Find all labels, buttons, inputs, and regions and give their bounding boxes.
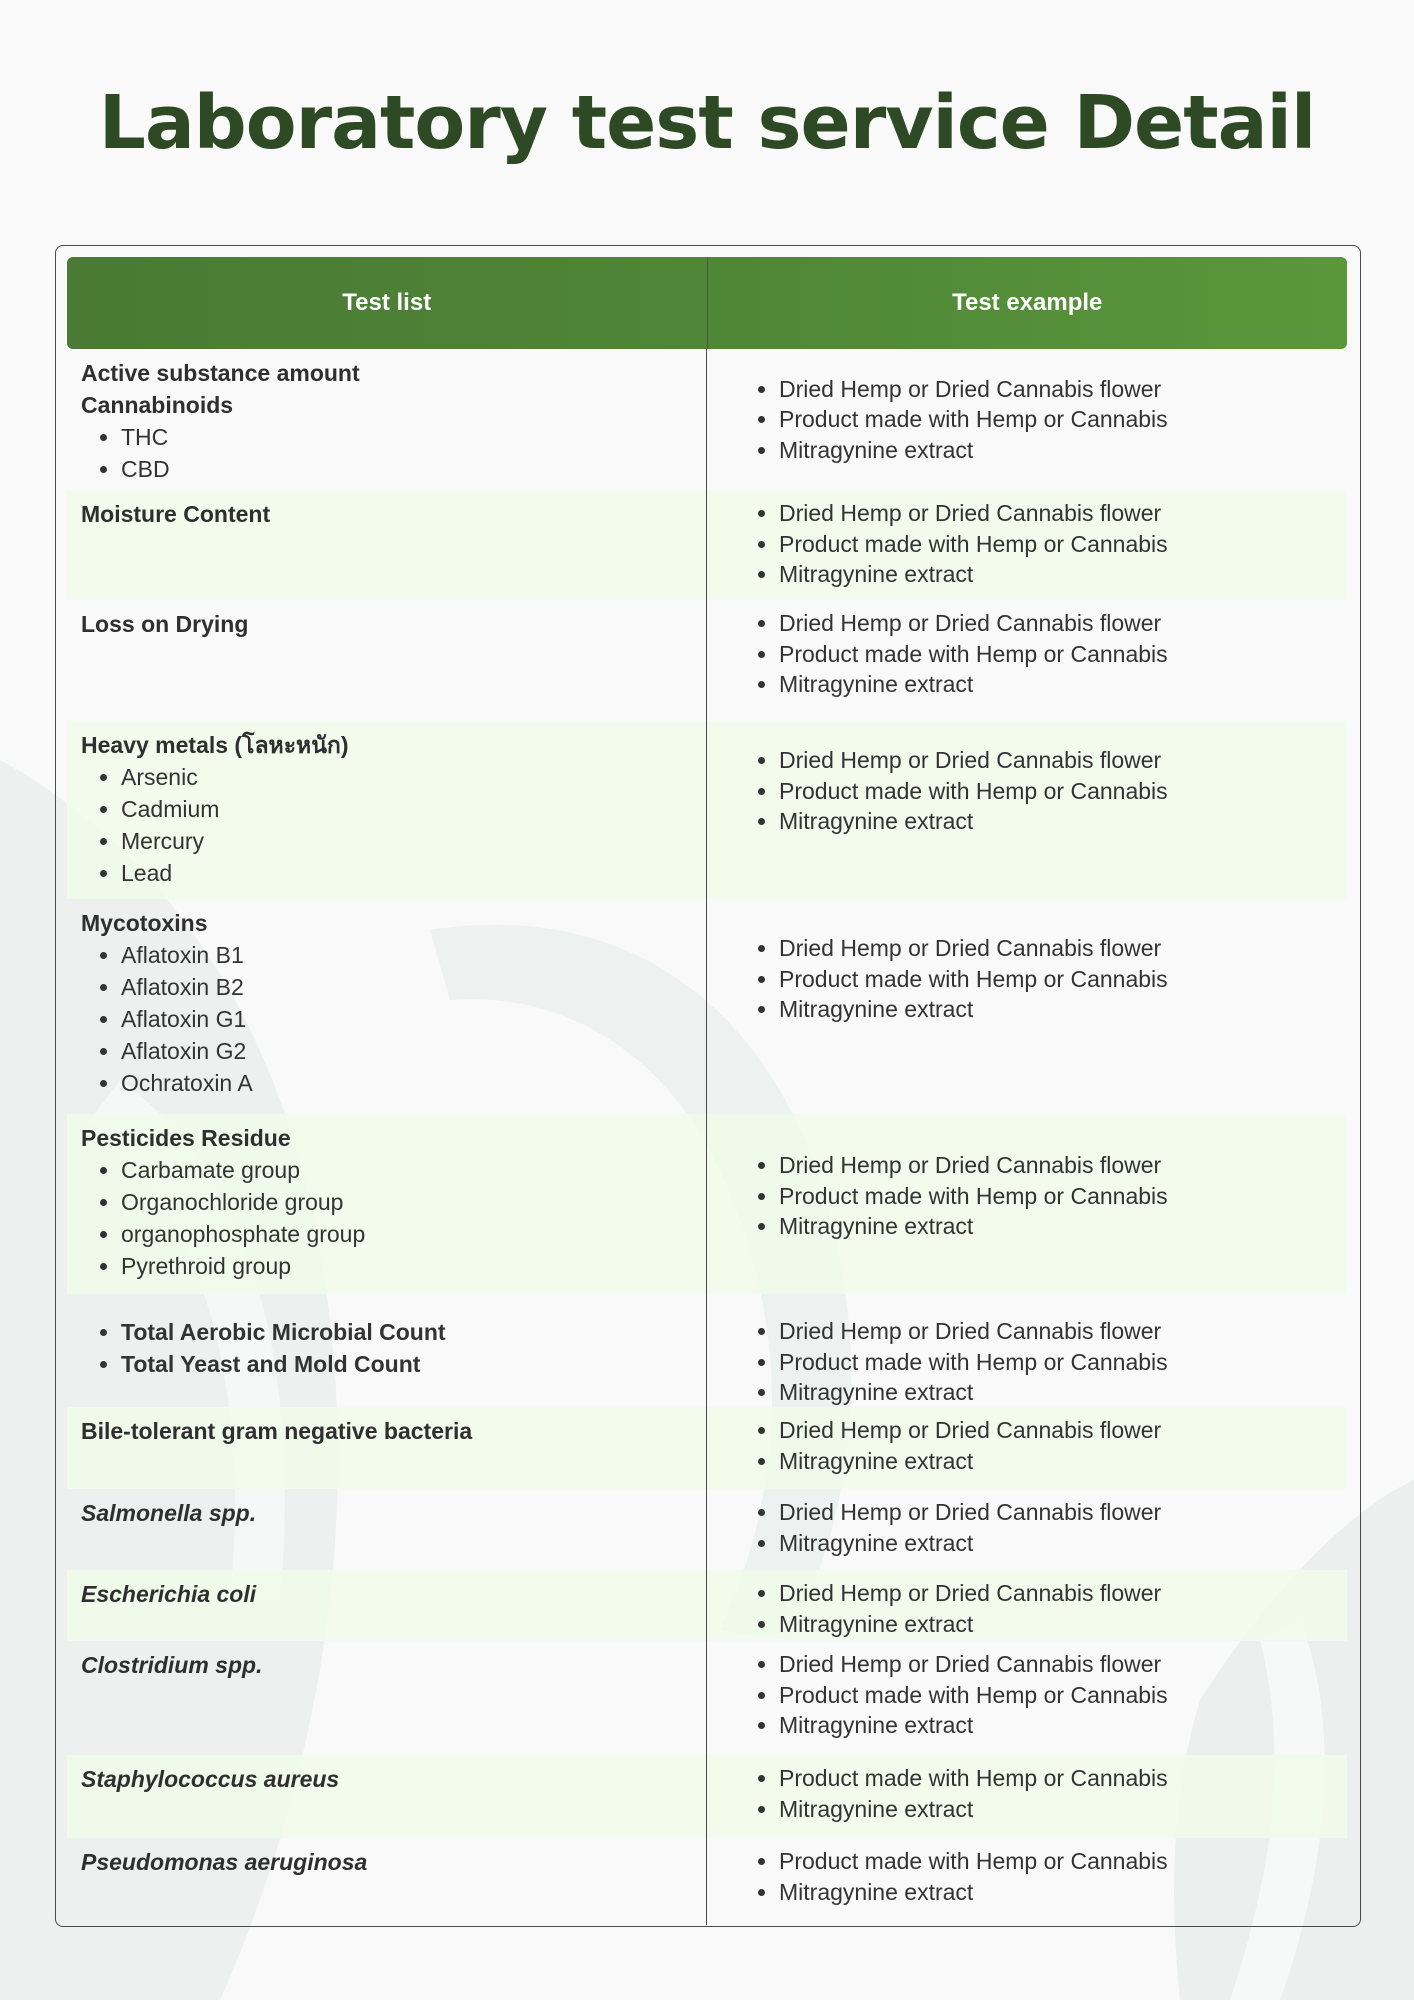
test-example-cell [707,899,1347,1114]
test-list-cell [67,1407,707,1489]
example-list [747,1763,1168,1824]
test-list-cell [67,1570,707,1641]
table-header [67,257,1347,349]
table-row [67,1114,1347,1294]
test-heading: Mycotoxins [81,910,208,936]
test-item: • CBD [121,453,692,485]
test-item: • Carbamate group [121,1154,692,1186]
example-item: • Product made with Hemp or Cannabis [779,776,1168,807]
test-item: • Arsenic [121,761,692,793]
test-item: • Ochratoxin A [121,1067,692,1099]
example-item: • Mitragynine extract [779,1446,1161,1477]
test-list-cell [67,490,707,600]
example-list [747,1497,1161,1558]
test-example-cell [707,1755,1347,1838]
page-title: Laboratory test service Detail [98,80,1316,166]
example-item: • Dried Hemp or Dried Cannabis flower [779,745,1168,776]
test-item-list [81,421,692,485]
example-item: • Product made with Hemp or Cannabis [779,1680,1168,1711]
test-item: • Organochloride group [121,1186,692,1218]
test-list-cell [67,899,707,1114]
example-item: • Mitragynine extract [779,806,1168,837]
test-item: • organophosphate group [121,1218,692,1250]
example-list [747,1316,1168,1408]
example-list [747,1150,1168,1242]
example-item: • Dried Hemp or Dried Cannabis flower [779,374,1168,405]
test-item: • Aflatoxin B1 [121,939,692,971]
table-row [67,600,1347,721]
example-item: • Product made with Hemp or Cannabis [779,964,1168,995]
test-list-cell [67,1755,707,1838]
test-list-cell [67,1489,707,1570]
example-list [747,1846,1168,1907]
table-row [67,490,1347,600]
test-example-cell [707,600,1347,721]
test-heading: Pesticides Residue [81,1125,291,1151]
example-item: • Mitragynine extract [779,1609,1161,1640]
test-example-cell [707,1294,1347,1407]
example-item: • Dried Hemp or Dried Cannabis flower [779,608,1168,639]
table-row [67,1838,1347,1925]
example-item: • Product made with Hemp or Cannabis [779,529,1168,560]
example-item: • Mitragynine extract [779,1528,1161,1559]
test-example-cell [707,1641,1347,1755]
example-item: • Mitragynine extract [779,669,1168,700]
example-item: • Mitragynine extract [779,994,1168,1025]
example-item: • Mitragynine extract [779,1877,1168,1908]
test-list-cell [67,1641,707,1755]
example-list [747,1649,1168,1741]
table-row [67,1641,1347,1755]
table-row [67,349,1347,490]
test-item: • Pyrethroid group [121,1250,692,1282]
test-example-cell [707,1838,1347,1925]
example-item: • Mitragynine extract [779,1710,1168,1741]
example-list [747,933,1168,1025]
example-item: • Dried Hemp or Dried Cannabis flower [779,1649,1168,1680]
example-item: • Mitragynine extract [779,435,1168,466]
test-item: • THC [121,421,692,453]
example-item: • Product made with Hemp or Cannabis [779,1181,1168,1212]
test-list-cell [67,1114,707,1294]
example-item: • Product made with Hemp or Cannabis [779,1763,1168,1794]
test-item: • Aflatoxin G2 [121,1035,692,1067]
example-item: • Product made with Hemp or Cannabis [779,1347,1168,1378]
example-item: • Product made with Hemp or Cannabis [779,1846,1168,1877]
example-list [747,374,1168,466]
example-item: • Mitragynine extract [779,1794,1168,1825]
test-heading: Escherichia coli [81,1581,257,1607]
test-example-cell [707,349,1347,490]
test-heading: Clostridium spp. [81,1652,263,1678]
example-item: • Mitragynine extract [779,559,1168,590]
header-test-example: Test example [952,289,1103,316]
test-item-list [81,1154,692,1282]
test-list-cell [67,721,707,899]
table-row [67,1570,1347,1641]
example-item: • Product made with Hemp or Cannabis [779,639,1168,670]
test-item: • Cadmium [121,793,692,825]
test-example-cell [707,721,1347,899]
header-test-list: Test list [67,257,708,349]
test-item-list [81,1316,692,1380]
table-row [67,1489,1347,1570]
test-list-cell [67,349,707,490]
table-row [67,1407,1347,1489]
table-row [67,1294,1347,1407]
table-row [67,899,1347,1114]
test-heading: Pseudomonas aeruginosa [81,1849,368,1875]
test-service-table [67,257,1347,1925]
test-item: • Total Aerobic Microbial Count [121,1316,692,1348]
example-list [747,608,1168,700]
example-item: • Product made with Hemp or Cannabis [779,404,1168,435]
test-item-list [81,939,692,1099]
example-item: • Dried Hemp or Dried Cannabis flower [779,1578,1161,1609]
test-list-cell [67,1838,707,1925]
example-item: • Dried Hemp or Dried Cannabis flower [779,1316,1168,1347]
table-row [67,1755,1347,1838]
example-list [747,745,1168,837]
example-item: • Dried Hemp or Dried Cannabis flower [779,1150,1168,1181]
test-item: • Lead [121,857,692,889]
test-heading: Heavy metals (โลหะหนัก) [81,732,349,758]
test-example-cell [707,1489,1347,1570]
test-item: • Mercury [121,825,692,857]
example-list [747,1578,1161,1639]
test-heading: Loss on Drying [81,611,249,637]
test-heading: Moisture Content [81,501,271,527]
example-list [747,1415,1161,1476]
test-example-cell [707,1114,1347,1294]
example-item: • Dried Hemp or Dried Cannabis flower [779,1497,1161,1528]
example-item: • Dried Hemp or Dried Cannabis flower [779,498,1168,529]
test-item: • Aflatoxin B2 [121,971,692,1003]
example-item: • Dried Hemp or Dried Cannabis flower [779,933,1168,964]
test-subheading: Cannabinoids [81,392,234,418]
test-heading: Staphylococcus aureus [81,1766,340,1792]
test-list-cell [67,600,707,721]
test-heading: Bile-tolerant gram negative bacteria [81,1418,473,1444]
test-example-cell [707,1407,1347,1489]
test-item-list [81,761,692,889]
example-item: • Mitragynine extract [779,1211,1168,1242]
test-list-cell [67,1294,707,1407]
table-row [67,721,1347,899]
test-heading: Salmonella spp. [81,1500,257,1526]
test-item: • Aflatoxin G1 [121,1003,692,1035]
test-heading: Active substance amount [81,360,360,386]
test-example-cell [707,490,1347,600]
example-item: • Mitragynine extract [779,1377,1168,1408]
test-example-cell [707,1570,1347,1641]
test-item: • Total Yeast and Mold Count [121,1348,692,1380]
example-list [747,498,1168,590]
example-item: • Dried Hemp or Dried Cannabis flower [779,1415,1161,1446]
